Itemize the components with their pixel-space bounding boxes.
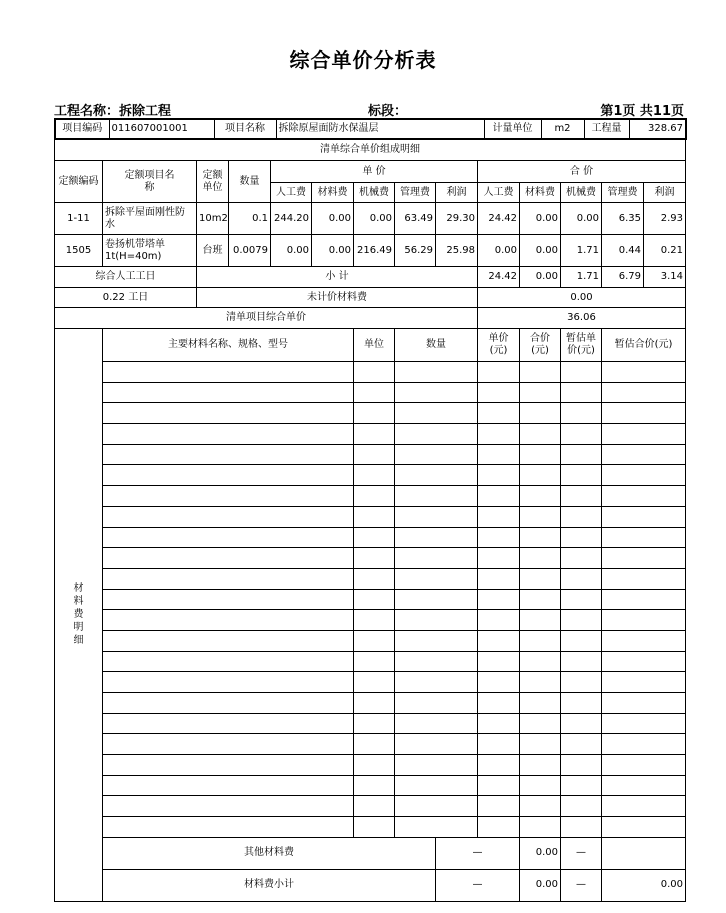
material-cell [395,651,478,672]
material-cell [103,589,354,610]
subtotal-cell: 6.79 [602,267,644,288]
material-cell [602,817,686,838]
material-cell [395,362,478,383]
material-cell [354,693,395,714]
header-quota-code: 定额编码 [55,161,103,203]
material-cell [561,610,602,631]
material-cell [561,486,602,507]
sub-value-qty: — [436,869,520,901]
material-cell [478,775,520,796]
material-cell [561,734,602,755]
total-price-cell: 6.35 [602,203,644,235]
table-row [55,775,686,796]
labor-days: 0.22 工日 [55,288,197,308]
material-cell [103,486,354,507]
material-cell [478,382,520,403]
project-name: 工程名称：拆除工程 [54,104,172,119]
material-cell [602,775,686,796]
table-row [55,267,686,288]
material-cell [602,630,686,651]
material-cell [561,568,602,589]
material-cell [354,672,395,693]
material-cell [395,713,478,734]
unit-price-cell: 29.30 [436,203,478,235]
quota-qty: 0.1 [229,203,271,235]
material-cell [354,630,395,651]
material-cell [395,444,478,465]
unit-price-cell: 25.98 [436,235,478,267]
unit-price-cell: 0.00 [312,203,354,235]
material-cell [395,486,478,507]
header-labor: 人工费 [271,183,312,203]
table-row [55,506,686,527]
table-row [55,235,686,267]
quota-name: 拆除平屋面刚性防水 [103,203,197,235]
header-material: 材料费 [520,183,561,203]
material-cell [561,506,602,527]
labor-days-label: 综合人工工日 [55,267,197,288]
unit-price-cell: 56.29 [395,235,436,267]
material-cell [478,403,520,424]
header-unit-price: 单 价 [271,161,478,183]
subtotal-cell: 24.42 [478,267,520,288]
sub-value-est-unit: — [561,869,602,901]
header-material: 材料费 [312,183,354,203]
material-cell [561,713,602,734]
subtotal-cell: 0.00 [520,267,561,288]
material-cell [561,775,602,796]
header-quantity: 数量 [229,161,271,203]
item-code: 011607001001 [109,119,214,139]
detail-title: 清单综合单价组成明细 [55,139,686,161]
material-cell [561,755,602,776]
material-cell [395,548,478,569]
mat-header-unit-price: 单价(元) [478,329,520,362]
material-cell [520,362,561,383]
unit-price-cell: 244.20 [271,203,312,235]
table-row [55,548,686,569]
material-cell [354,817,395,838]
material-cell [602,444,686,465]
material-cell [520,755,561,776]
composite-label: 清单项目综合单价 [55,308,478,329]
table-row [55,424,686,445]
material-cell [520,796,561,817]
table-row [55,444,686,465]
material-cell [395,610,478,631]
material-cell [103,403,354,424]
material-cell [103,506,354,527]
material-cell [354,382,395,403]
table-row [55,288,686,308]
table-row [55,630,686,651]
material-cell [103,382,354,403]
material-cell [561,465,602,486]
material-cell [602,465,686,486]
material-cell [561,796,602,817]
material-cell [478,527,520,548]
unit-price-cell: 63.49 [395,203,436,235]
material-cell [520,465,561,486]
material-cell [395,693,478,714]
total-price-cell: 0.21 [644,235,686,267]
material-cell [478,817,520,838]
material-cell [602,486,686,507]
material-cell [354,527,395,548]
name-label: 项目名称 [214,119,276,139]
material-cell [395,506,478,527]
material-cell [395,672,478,693]
quota-name: 卷扬机带塔单1t(H=40m) [103,235,197,267]
material-cell [103,672,354,693]
page-number: 第1页 共11页 [600,104,684,119]
material-cell [103,424,354,445]
header-labor: 人工费 [478,183,520,203]
material-cell [395,734,478,755]
analysis-table [54,138,686,902]
material-cell [520,403,561,424]
material-cell [602,362,686,383]
subtotal-cell: 1.71 [561,267,602,288]
table-row [55,382,686,403]
material-cell [602,506,686,527]
unit-price-cell: 0.00 [312,235,354,267]
material-cell [602,713,686,734]
material-cell [561,444,602,465]
header-mgmt: 管理费 [602,183,644,203]
header-machine: 机械费 [561,183,602,203]
material-cell [602,527,686,548]
item-unit: m2 [541,119,584,139]
table-row [55,817,686,838]
material-cell [602,424,686,445]
table-row [55,203,686,235]
table-row [55,527,686,548]
total-price-cell: 0.00 [520,203,561,235]
table-row [55,837,686,869]
material-cell [478,589,520,610]
material-cell [478,693,520,714]
material-cell [478,630,520,651]
material-cell [103,362,354,383]
material-cell [478,362,520,383]
section-label: 标段： [368,104,408,119]
material-cell [354,755,395,776]
material-cell [478,548,520,569]
quota-code: 1505 [55,235,103,267]
unit-price-cell: 216.49 [354,235,395,267]
material-cell [354,506,395,527]
material-cell [103,775,354,796]
material-cell [103,755,354,776]
header-total-price: 合 价 [478,161,686,183]
unit-price-cell: 0.00 [354,203,395,235]
material-cell [478,672,520,693]
material-cell [103,713,354,734]
mat-header-total: 合价(元) [520,329,561,362]
material-cell [602,610,686,631]
unit-label: 计量单位 [484,119,541,139]
material-cell [520,817,561,838]
other-value-qty: — [436,837,520,869]
mat-header-unit: 单位 [354,329,395,362]
material-cell [520,713,561,734]
material-cell [561,630,602,651]
material-cell [602,796,686,817]
table-row [55,651,686,672]
material-cell [354,713,395,734]
material-cell [478,610,520,631]
material-cell [354,465,395,486]
material-cell [520,610,561,631]
materials-side-text: 材料费明细 [73,583,84,647]
material-cell [103,734,354,755]
table-row [55,713,686,734]
quota-code: 1-11 [55,203,103,235]
material-cell [478,465,520,486]
material-cell [478,755,520,776]
mat-header-name: 主要材料名称、规格、型号 [103,329,354,362]
material-cell [478,734,520,755]
table-row [55,403,686,424]
material-cell [395,796,478,817]
table-row [55,672,686,693]
material-cell [520,775,561,796]
material-cell [602,693,686,714]
material-cell [561,672,602,693]
mat-header-est-unit: 暂估单价(元) [561,329,602,362]
material-cell [520,651,561,672]
material-cell [354,548,395,569]
quota-unit: 10m2 [197,203,229,235]
total-price-cell: 0.00 [520,235,561,267]
material-cell [395,589,478,610]
material-cell [520,693,561,714]
quota-qty: 0.0079 [229,235,271,267]
material-cell [602,589,686,610]
table-row [55,362,686,383]
header-profit: 利润 [436,183,478,203]
other-value-est-total [602,837,686,869]
material-cell [561,382,602,403]
sub-label: 材料费小计 [103,869,436,901]
table-row [55,610,686,631]
material-cell [602,382,686,403]
material-cell [395,465,478,486]
other-label: 其他材料费 [103,837,436,869]
material-cell [354,610,395,631]
material-cell [520,527,561,548]
material-cell [478,506,520,527]
material-cell [354,403,395,424]
total-price-cell: 2.93 [644,203,686,235]
material-cell [520,734,561,755]
material-cell [354,362,395,383]
material-cell [103,465,354,486]
material-cell [520,444,561,465]
material-cell [520,589,561,610]
material-cell [478,444,520,465]
material-cell [561,817,602,838]
material-cell [561,589,602,610]
material-cell [354,734,395,755]
material-cell [103,693,354,714]
material-cell [103,568,354,589]
material-cell [354,568,395,589]
material-cell [520,630,561,651]
item-name: 拆除原屋面防水保温层 [276,119,484,139]
unpriced-label: 未计价材料费 [197,288,478,308]
header-machine: 机械费 [354,183,395,203]
other-value-est-unit: — [561,837,602,869]
material-cell [354,486,395,507]
material-cell [520,424,561,445]
material-cell [103,444,354,465]
table-row [55,796,686,817]
total-price-cell: 24.42 [478,203,520,235]
qty-label: 工程量 [584,119,629,139]
table-row [55,329,686,362]
material-cell [395,775,478,796]
material-cell [354,796,395,817]
code-label: 项目编码 [55,119,109,139]
table-row [55,734,686,755]
sub-value-est-total: 0.00 [602,869,686,901]
table-row [55,308,686,329]
table-row [55,869,686,901]
material-cell [395,527,478,548]
material-cell [478,486,520,507]
material-cell [354,589,395,610]
table-row [55,755,686,776]
material-cell [561,362,602,383]
material-cell [395,630,478,651]
material-cell [103,548,354,569]
header-mgmt: 管理费 [395,183,436,203]
material-cell [602,403,686,424]
table-row [55,693,686,714]
table-row [55,589,686,610]
materials-side-label [55,329,103,902]
material-cell [520,672,561,693]
material-cell [561,403,602,424]
total-price-cell: 1.71 [561,235,602,267]
subtotal-cell: 3.14 [644,267,686,288]
material-cell [103,527,354,548]
subtotal-label: 小 计 [197,267,478,288]
material-cell [561,651,602,672]
material-cell [602,672,686,693]
header-profit: 利润 [644,183,686,203]
material-cell [602,734,686,755]
table-row [55,568,686,589]
composite-value: 36.06 [478,308,686,329]
material-cell [561,424,602,445]
material-cell [520,382,561,403]
material-cell [395,568,478,589]
table-row [55,465,686,486]
material-cell [103,610,354,631]
material-cell [395,403,478,424]
material-cell [602,755,686,776]
page-title: 综合单价分析表 [289,48,437,72]
material-cell [354,775,395,796]
mat-header-est-total: 暂估合价(元) [602,329,686,362]
material-cell [395,382,478,403]
material-cell [103,796,354,817]
material-cell [103,630,354,651]
material-cell [354,424,395,445]
material-cell [103,651,354,672]
material-cell [520,548,561,569]
header-quota-unit: 定额单位 [197,161,229,203]
material-cell [520,506,561,527]
mat-header-qty: 数量 [395,329,478,362]
material-cell [520,486,561,507]
quota-unit: 台班 [197,235,229,267]
item-qty: 328.67 [629,119,686,139]
material-cell [602,568,686,589]
material-cell [354,444,395,465]
total-price-cell: 0.00 [561,203,602,235]
material-cell [395,424,478,445]
material-cell [561,693,602,714]
table-row [55,486,686,507]
material-cell [478,796,520,817]
material-cell [395,817,478,838]
material-cell [478,713,520,734]
material-cell [478,651,520,672]
material-cell [520,568,561,589]
unit-price-cell: 0.00 [271,235,312,267]
header-quota-name: 定额项目名称 [103,161,197,203]
material-cell [354,651,395,672]
material-cell [602,548,686,569]
material-cell [103,817,354,838]
material-cell [602,651,686,672]
total-price-cell: 0.00 [478,235,520,267]
material-cell [478,568,520,589]
unpriced-value: 0.00 [478,288,686,308]
total-price-cell: 0.44 [602,235,644,267]
sub-value-total: 0.00 [520,869,561,901]
material-cell [478,424,520,445]
item-info-table [54,118,687,140]
material-cell [395,755,478,776]
other-value-total: 0.00 [520,837,561,869]
material-cell [561,527,602,548]
material-cell [561,548,602,569]
